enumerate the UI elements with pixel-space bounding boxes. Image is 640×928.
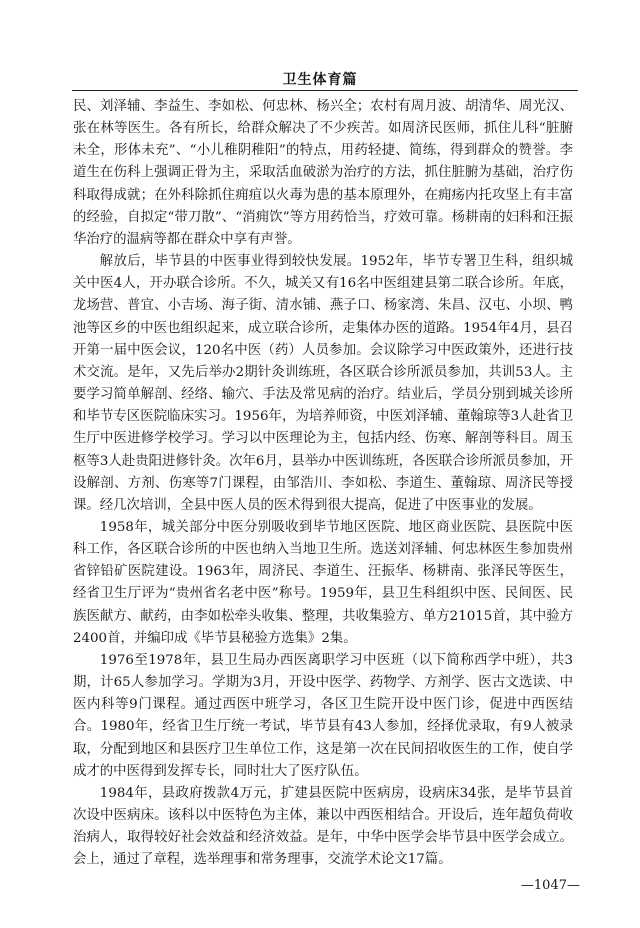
paragraph-continued: 民、刘泽辅、李益生、李如松、何忠林、杨兴全；农村有周月波、胡清华、周光汉、张在林等医生。各有所长，给群众解决了不少疾苦。如周济民医师，抓住儿科“脏腑未全，形体未充”、“小儿稚阴稚阳”的特点，用药轻捷、简练，得到群众的赞誉。李道生在伤科上强调正骨为主，采取活血破淤为治疗的方法，抓住脏腑为基础，治疗伤科取得成就；在外科除抓住痈疽以火毒为患的基本原理外，在痈疡内托攻坚上有丰富的经验，自拟定“带刀散”、“消痈饮”等方用药恰当，疗效可靠。杨耕南的妇科和汪振华治疗的温病等都在群众中享有声誉。 <box>73 99 573 247</box>
paragraph: 1958年，城关部分中医分别吸收到毕节地区医院、地区商业医院、县医院中医科工作，各区联合诊所的中医也纳入当地卫生所。选送刘泽辅、何忠林医生参加贵州省锌铅矿医院建设。1963年，周济民、李道生、汪振华、杨耕南、张泽民等医生，经省卫生厅评为“贵州省名老中医”称号。1959年，县卫生科组织中医、民间医、民族医献方、献药，由李如松牵头收集、整理，共收集验方、单方21015首，其中验方2400首，并编印成《毕节县秘验方选集》2集。 <box>73 519 573 646</box>
page-number: —1047— <box>520 878 580 893</box>
paragraph: 1984年，县政府拨款4万元，扩建县医院中医病房，设病床34张，是毕节县首次设中医病床。该科以中医特色为主体，兼以中西医相结合。开设后，连年超负荷收治病人，取得较好社会效益和经济效益。是年，中华中医学会毕节县中医学会成立。会上，通过了章程，选举理事和常务理事，交流学术论文17篇。 <box>73 785 573 868</box>
header-rule <box>72 90 578 91</box>
running-head: 卫生体育篇 <box>282 72 358 88</box>
paragraph: 解放后，毕节县的中医事业得到较快发展。1952年，毕节专署卫生科，组织城关中医4人，开办联合诊所。不久，城关又有16名中医组建县第二联合诊所。年底，龙场营、普宜、小吉场、海子街、清水铺、燕子口、杨家湾、朱昌、汉屯、小坝、鸭池等区乡的中医也组织起来，成立联合诊所，走集体办医的道路。1954年4月，县召开第一届中医会议，120名中医（药）人员参加。会议除学习中医政策外，还进行技术交流。是年，又先后举办2期针灸训练班，各区联合诊所派员参加，共训53人。主要学习简单解剖、经络、输穴、手法及常见病的治疗。结业后，学员分别到城关诊所和毕节专区医院临床实习。1956年，为培养师资，中医刘泽辅、董翰琼等3人赴省卫生厅中医进修学校学习。学习以中医理论为主，包括内经、伤寒、解剖等科目。周玉枢等3人赴贵阳进修针灸。次年6月，县举办中医训练班，各医联合诊所派员参加，开设解剖、方剂、伤寒等7门课程，由邹浩川、李如松、李道生、董翰琼、周济民等授课。经几次培训，全县中医人员的医术得到很大提高，促进了中医事业的发展。 <box>73 254 573 513</box>
body-text <box>73 96 573 871</box>
paragraph: 1976至1978年，县卫生局办西医离职学习中医班（以下简称西学中班），共3期，计65人参加学习。学期为3月，开设中医学、药物学、方剂学、医古文选读、中医内科等9门课程。通过西医中班学习，各区卫生院开设中医门诊，促进中西医结合。1980年，经省卫生厅统一考试，毕节县有43人参加，经择优录取，有9人被录取，分配到地区和县医疗卫生单位工作，这是第一次在民间招收医生的工作，使自学成才的中医得到发挥专长，同时壮大了医疗队伍。 <box>73 652 573 779</box>
